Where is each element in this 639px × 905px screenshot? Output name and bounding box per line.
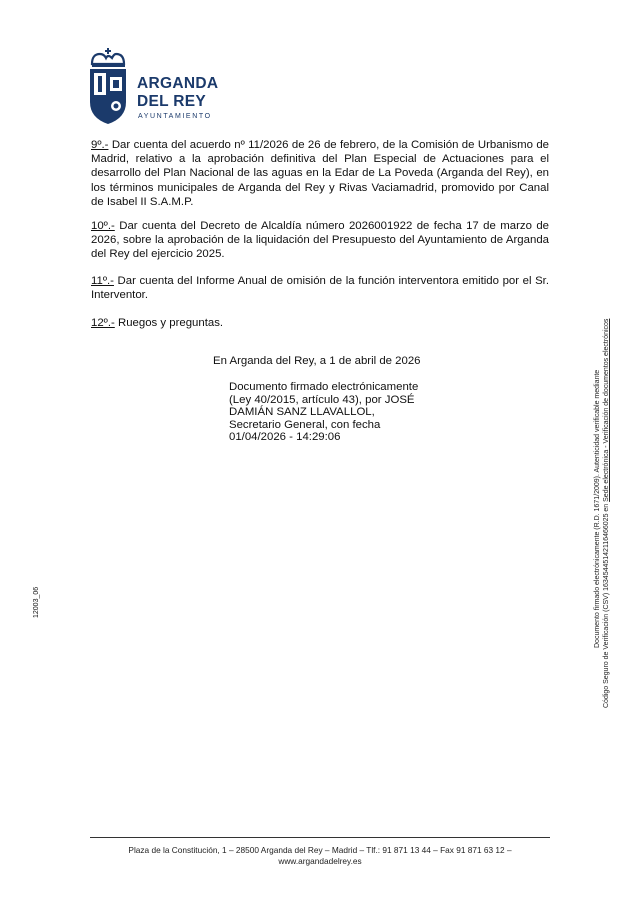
logo-line3: AYUNTAMIENTO (138, 113, 212, 120)
verification-line2 (603, 319, 610, 708)
item-number: 11º.- (91, 275, 114, 287)
agenda-item-9 (91, 138, 549, 209)
footer (90, 845, 550, 866)
item-number: 9º.- (91, 139, 109, 151)
item-text: Dar cuenta del Decreto de Alcaldía número 2026001922 de fecha 17 de marzo de 2026, sobre la aprobación de la liquidación del Presupuesto del Ayuntamiento de Arganda del Rey del ejercicio 2025. (91, 220, 549, 261)
item-text: Dar cuenta del Informe Anual de omisión de la función interventora emitido por el Sr. Interventor. (91, 275, 549, 302)
verification-line1: Documento firmado electrónicamente (R.D. 1671/2009). Autenticidad verificable mediante (594, 369, 601, 648)
agenda-item-10 (91, 219, 549, 262)
verification-link[interactable]: Sede electrónica - Verificación de documentos electrónicos (603, 318, 610, 502)
footer-divider (90, 837, 550, 838)
footer-address: Plaza de la Constitución, 1 – 28500 Arganda del Rey – Madrid – Tlf.: 91 871 13 44 – Fax 91 871 63 12 – (128, 845, 512, 855)
item-number: 12º.- (91, 317, 115, 329)
place-date: En Arganda del Rey, a 1 de abril de 2026 (213, 355, 421, 367)
item-number: 10º.- (91, 220, 115, 232)
logo-line1: ARGANDA (137, 75, 219, 92)
verification-csv: Código Seguro de Verificación (CSV) 16345445142116466025 en (603, 501, 610, 708)
footer-website[interactable]: www.argandadelrey.es (278, 855, 362, 866)
item-text: Ruegos y preguntas. (114, 317, 224, 329)
agenda-item-11 (91, 274, 549, 302)
agenda-item-12 (91, 316, 549, 330)
item-text: Dar cuenta del acuerdo nº 11/2026 de 26 de febrero, de la Comisión de Urbanismo de Madrid, relativo a la aprobación definitiva del Plan Especial de Actuaciones para el desarrollo del Plan Nacional de las aguas en la Edar de La Poveda (Arganda del Rey), en los términos municipales de Arganda del Rey y Rivas Vaciamadrid, promovido por Canal de Isabel II S.A.M.P. (91, 139, 549, 208)
side-code: 12003_06 (33, 586, 40, 618)
signature-block: Documento firmado electrónicamente (Ley 40/2015, artículo 43), por JOSÉ DAMIÁN SANZ LLAVALLOL, Secretario General, con fecha 01/04/2026 - 14:29:06 (229, 381, 419, 444)
logo-line2: DEL REY (137, 93, 206, 110)
